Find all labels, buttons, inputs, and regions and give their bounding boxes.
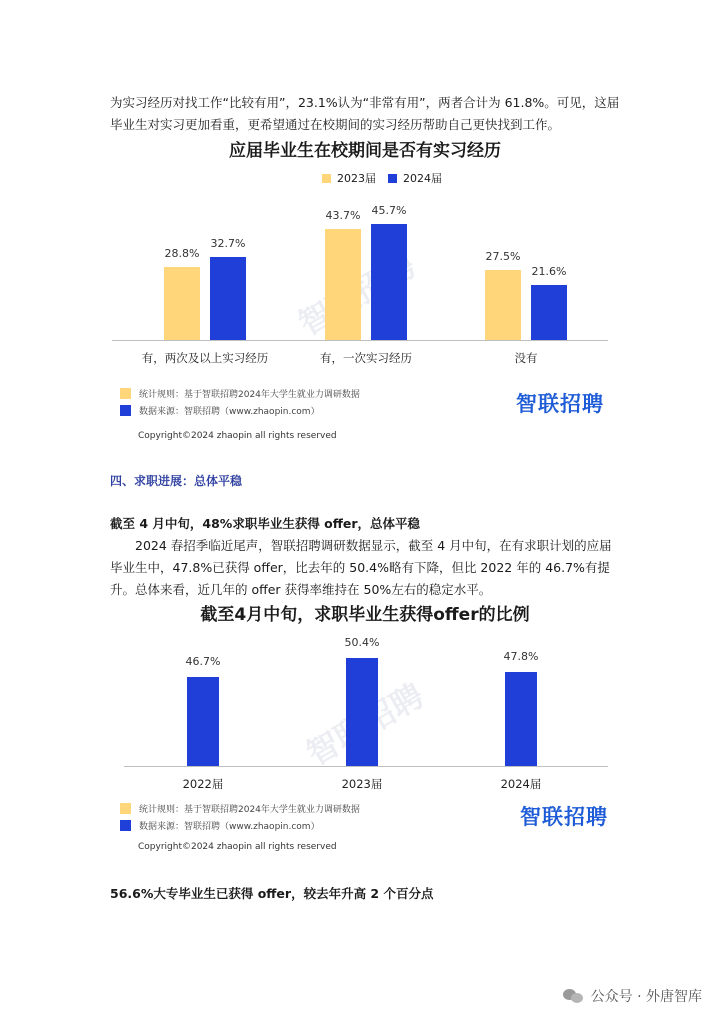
chart1-note-stat bbox=[120, 387, 360, 400]
note-text: 数据来源：智联招聘（www.zhaopin.com） bbox=[139, 822, 320, 832]
chart1-bar-c3-2024 bbox=[531, 285, 567, 340]
note-swatch-blue bbox=[120, 405, 131, 416]
chart1-bar-c2-2023 bbox=[325, 229, 361, 340]
chart2-note-source bbox=[120, 819, 320, 832]
chart1-copyright: Copyright©2024 zhaopin all rights reserved bbox=[138, 431, 337, 441]
intro-paragraph: 为实习经历对找工作“比较有用”，23.1%认为“非常有用”，两者合计为 61.8%。可见，这届毕业生对实习更加看重，更希望通过在校期间的实习经历帮助自己更快找到工作。 bbox=[110, 95, 620, 132]
legend-label-2023: 2023届 bbox=[337, 172, 376, 185]
chart1-value-label: 43.7% bbox=[325, 209, 361, 223]
chart2-copyright: Copyright©2024 zhaopin all rights reserved bbox=[138, 842, 337, 852]
chart2-category-label: 2024届 bbox=[500, 777, 542, 791]
chart2-x-axis bbox=[124, 766, 608, 767]
body-paragraph: 2024 春招季临近尾声，智联招聘调研数据显示，截至 4 月中旬，在有求职计划的应届毕业生中，47.8%已获得 offer，比去年的 50.4%略有下降，但比 2022 年的 46.7%有提升。总体来看，近几年的 offer 获得率维持在 50%左右的稳定水平。 bbox=[110, 538, 612, 597]
chart1-bar-c1-2024 bbox=[210, 257, 246, 340]
chart2-bar-2023 bbox=[346, 658, 378, 766]
chart1-value-label: 45.7% bbox=[371, 204, 407, 218]
chart2-value-label: 47.8% bbox=[503, 649, 539, 663]
chart1-category-label: 有，一次实习经历 bbox=[320, 351, 412, 365]
zhaopin-logo-1: 智联招聘 bbox=[516, 392, 604, 416]
note-swatch-yellow bbox=[120, 803, 131, 814]
footer-text: 公众号 · 外唐智库 bbox=[590, 989, 702, 1005]
chart2-value-label: 46.7% bbox=[185, 655, 221, 669]
chart1-value-label: 21.6% bbox=[531, 265, 567, 279]
chart1-value-label: 27.5% bbox=[485, 250, 521, 264]
chart1-category-label: 有，两次及以上实习经历 bbox=[141, 351, 269, 365]
chart1-bar-c3-2023 bbox=[485, 270, 521, 340]
zhaopin-logo-2: 智联招聘 bbox=[520, 805, 608, 829]
chart2-category-label: 2022届 bbox=[182, 777, 224, 791]
note-swatch-blue bbox=[120, 820, 131, 831]
chart2-title: 截至4月中旬，求职毕业生获得offer的比例 bbox=[200, 605, 530, 625]
chart1-note-source bbox=[120, 404, 320, 417]
chart2-category-label: 2023届 bbox=[341, 777, 383, 791]
sub-heading-1: 截至 4 月中旬，48%求职毕业生获得 offer，总体平稳 bbox=[110, 516, 421, 531]
note-text: 统计规则：基于智联招聘2024年大学生就业力调研数据 bbox=[139, 805, 360, 815]
chart2-value-label: 50.4% bbox=[344, 635, 380, 649]
note-swatch-yellow bbox=[120, 388, 131, 399]
chart1-value-label: 32.7% bbox=[210, 237, 246, 251]
chart1-category-label: 没有 bbox=[514, 351, 538, 365]
sub-heading-2: 56.6%大专毕业生已获得 offer，较去年升高 2 个百分点 bbox=[110, 886, 434, 901]
legend-swatch-2023 bbox=[322, 174, 331, 183]
chart2-bar-2024 bbox=[505, 672, 537, 766]
chart1-bar-c2-2024 bbox=[371, 224, 407, 340]
chart1-bar-c1-2023 bbox=[164, 267, 200, 340]
note-text: 统计规则：基于智联招聘2024年大学生就业力调研数据 bbox=[139, 390, 360, 400]
chart1-value-label: 28.8% bbox=[164, 247, 200, 261]
footer-attribution bbox=[563, 986, 702, 1006]
wechat-icon bbox=[563, 987, 585, 1005]
chart1-x-axis bbox=[112, 340, 608, 341]
section-heading: 四、求职进展：总体平稳 bbox=[110, 474, 243, 488]
chart2-note-stat bbox=[120, 802, 360, 815]
legend-swatch-2024 bbox=[388, 174, 397, 183]
chart1-legend bbox=[322, 170, 442, 186]
chart2-bar-2022 bbox=[187, 677, 219, 766]
chart1-title: 应届毕业生在校期间是否有实习经历 bbox=[229, 141, 501, 161]
legend-label-2024: 2024届 bbox=[403, 172, 442, 185]
note-text: 数据来源：智联招聘（www.zhaopin.com） bbox=[139, 407, 320, 417]
